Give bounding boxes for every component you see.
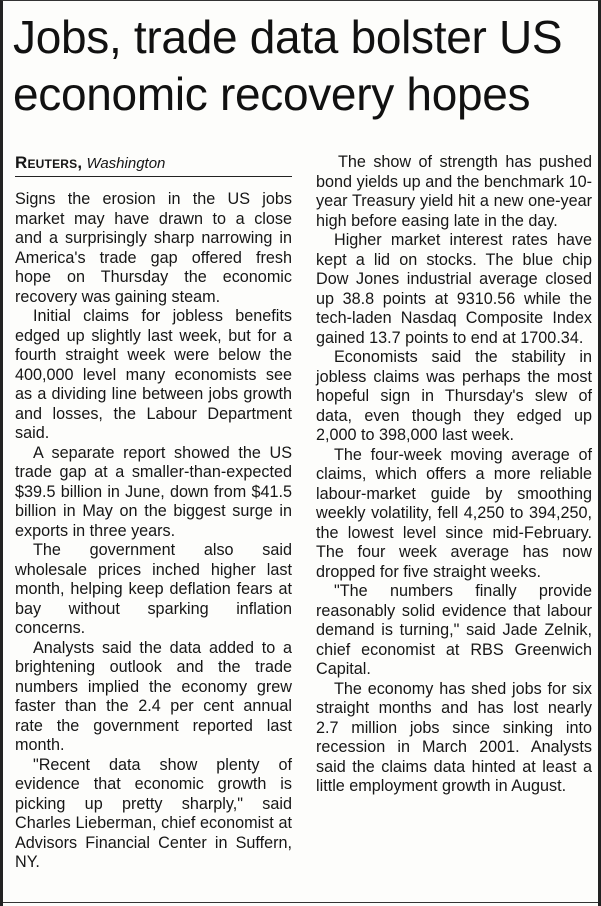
paragraph: Initial claims for jobless benefits edged up slightly last week, but for a fourth straight week were below the 400,000 level many economists see as a dividing line between jobs growth and losses, the Labour Department said.	[15, 307, 292, 442]
paragraph: A separate report showed the US trade gap at a smaller-than-expected $39.5 billion in June, down from $41.5 billion in May on the biggest surge in exports in three years.	[15, 443, 292, 540]
byline	[15, 153, 292, 177]
byline-place: Washington	[86, 155, 166, 172]
byline-source: Reuters,	[15, 153, 83, 172]
article-headline: Jobs, trade data bolster US economic recovery hopes	[13, 11, 563, 120]
paragraph: Economists said the stability in jobless claims was perhaps the most hopeful sign in Thursday's slew of data, even though they edged up 2,000 to 398,000 last week.	[316, 348, 592, 444]
paragraph: Higher market interest rates have kept a lid on stocks. The blue chip Dow Jones industrial average closed up 38.8 points at 9310.56 while the tech-laden Nasdaq Composite Index gained 13.7 points to end at 1700.34.	[316, 231, 592, 347]
article-column-left	[15, 153, 292, 873]
paragraph: The show of strength has pushed bond yields up and the benchmark 10-year Treasury yield hit a new one-year high before easing late in the day.	[316, 153, 592, 230]
paragraph: Analysts said the data added to a brightening outlook and the trade numbers implied the economy grew faster than the 2.4 per cent annual rate the government reported last month.	[15, 638, 292, 754]
bottom-rule	[3, 902, 598, 903]
paragraph: The four-week moving average of claims, which offers a more reliable labour-market guide by smoothing weekly volatility, fell 4,250 to 394,250, the lowest level since mid-February. The four week average has now dropped for five straight weeks.	[316, 445, 592, 581]
paragraph: "The numbers finally provide reasonably solid evidence that labour demand is turning," said Jade Zelnik, chief economist at RBS Greenwich Capital.	[316, 582, 592, 678]
paragraph: "Recent data show plenty of evidence that economic growth is picking up pretty sharply," said Charles Lieberman, chief economist at Advisors Financial Center in Suffern, NY.	[15, 755, 292, 871]
article-column-right	[316, 153, 592, 797]
paragraph: Signs the erosion in the US jobs market may have drawn to a close and a surprisingly sharp narrowing in America's trade gap offered fresh hope on Thursday the economic recovery was gaining steam.	[15, 190, 292, 306]
paragraph: The economy has shed jobs for six straight months and has lost nearly 2.7 million jobs since sinking into recession in March 2001. Analysts said the claims data hinted at least a little employment growth in August.	[316, 679, 592, 795]
paragraph: The government also said wholesale prices inched higher last month, helping keep deflation fears at bay without sparking inflation concerns.	[15, 541, 292, 637]
